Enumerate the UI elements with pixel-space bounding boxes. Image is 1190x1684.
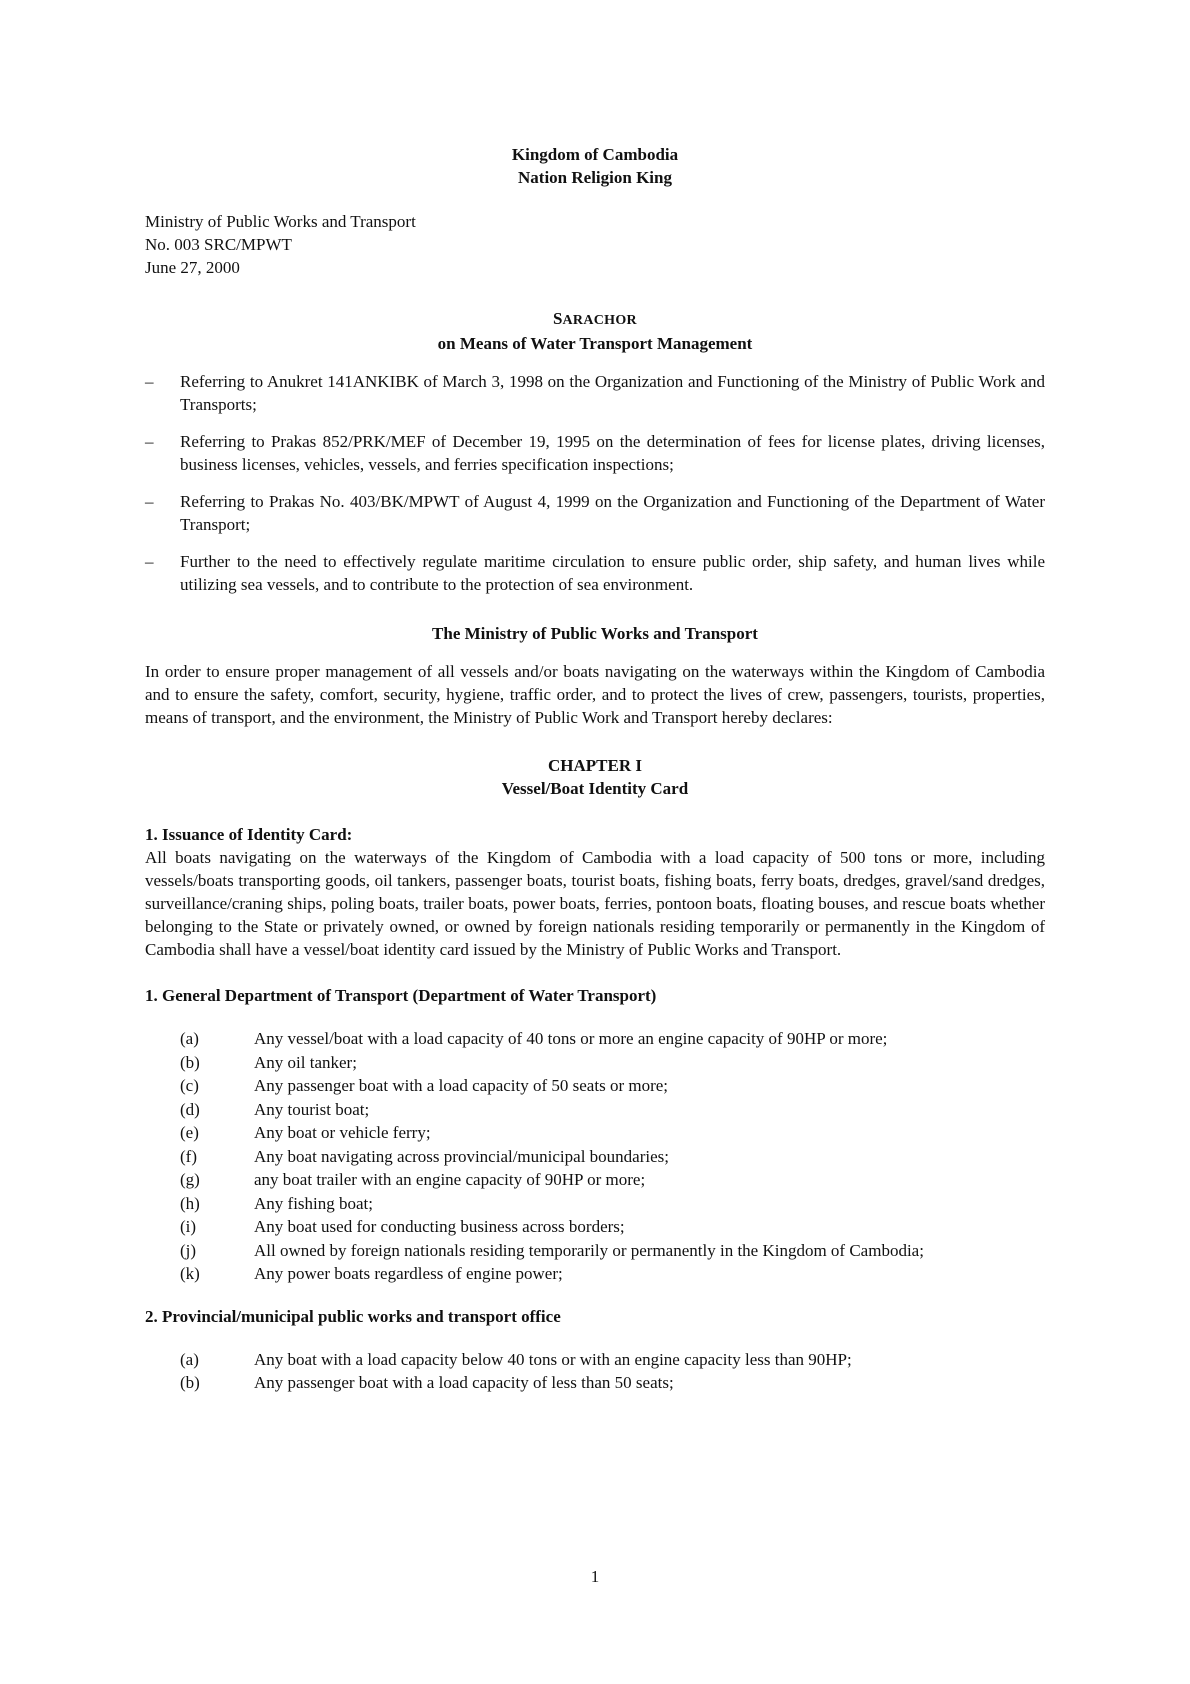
- item-text: Any tourist boat;: [254, 1099, 370, 1119]
- chapter-title: Vessel/Boat Identity Card: [501, 779, 689, 798]
- reference-item: [145, 430, 1045, 476]
- reference-item: [145, 490, 1045, 536]
- item-label: (b): [180, 1052, 200, 1072]
- list-item: [145, 1239, 1045, 1263]
- dash-bullet: –: [145, 432, 154, 451]
- section-title: 1. Issuance of Identity Card:: [145, 825, 353, 844]
- item-label: (c): [180, 1076, 199, 1095]
- item-text: any boat trailer with an engine capacity of 90HP or more;: [254, 1170, 646, 1189]
- references-list: [145, 370, 1045, 596]
- item-label: (i): [180, 1217, 197, 1236]
- item-text: Any vessel/boat with a load capacity of 40 tons or more an engine capacity of 90HP or more;: [254, 1029, 888, 1048]
- general-dept-list: [145, 1027, 1045, 1286]
- item-text: Any boat or vehicle ferry;: [254, 1123, 431, 1142]
- item-text: Any oil tanker;: [254, 1052, 357, 1072]
- item-label: (a): [180, 1349, 199, 1369]
- provincial-office-heading: 2. Provincial/municipal public works and transport office: [145, 1306, 561, 1326]
- list-item: [145, 1121, 1045, 1145]
- dash-bullet: –: [145, 492, 154, 511]
- ministry-name: Ministry of Public Works and Transport: [145, 212, 416, 231]
- list-item: [145, 1074, 1045, 1098]
- reference-text: Referring to Prakas 852/PRK/MEF of December 19, 1995 on the determination of fees for license plates, driving licenses, business licenses, vehicles, vessels, and ferries specification inspections;: [180, 432, 1045, 474]
- item-label: (k): [180, 1264, 200, 1283]
- item-text: Any boat navigating across provincial/municipal boundaries;: [254, 1146, 669, 1166]
- item-text: Any power boats regardless of engine power;: [254, 1264, 563, 1283]
- list-item: [145, 1348, 1045, 1372]
- dash-bullet: –: [145, 552, 154, 571]
- chapter-heading: [145, 754, 1045, 800]
- item-label: (h): [180, 1193, 200, 1213]
- item-label: (f): [180, 1146, 197, 1166]
- item-label: (a): [180, 1029, 199, 1048]
- motto-line: Nation Religion King: [518, 168, 672, 187]
- reference-text: Referring to Anukret 141ANKIBK of March 3, 1998 on the Organization and Functioning of the Ministry of Public Work and Transports;: [180, 372, 1045, 414]
- reference-text: Referring to Prakas No. 403/BK/MPWT of August 4, 1999 on the Organization and Functioning of the Department of Water Transport;: [180, 492, 1045, 534]
- list-item: [145, 1371, 1045, 1395]
- preamble-paragraph: In order to ensure proper management of all vessels and/or boats navigating on the waterways within the Kingdom of Cambodia and to ensure the safety, comfort, security, hygiene, traffic order, and to protect the lives of crew, passengers, tourists, properties, means of transport, and the environment, the Ministry of Public Work and Transport hereby declares:: [145, 662, 1045, 727]
- item-label: (g): [180, 1170, 200, 1189]
- item-text: Any boat with a load capacity below 40 tons or with an engine capacity less than 90HP;: [254, 1349, 852, 1369]
- dash-bullet: –: [145, 372, 154, 391]
- reference-item: [145, 550, 1045, 596]
- general-dept-heading: 1. General Department of Transport (Department of Water Transport): [145, 986, 657, 1005]
- section-body: All boats navigating on the waterways of the Kingdom of Cambodia with a load capacity of 500 tons or more, including vessels/boats transporting goods, oil tankers, passenger boats, tourist boats, fishing boats, ferry boats, dredges, gravel/sand dredges, surveillance/craning ships, poling boats, trailer boats, power boats, ferries, pontoon boats, floating bouses, and rescue boats whether belonging to the State or privately owned, or owned by foreign nationals residing temporarily or permanently in the Kingdom of Cambodia shall have a vessel/boat identity card issued by the Ministry of Public Works and Transport.: [145, 848, 1045, 959]
- reference-item: [145, 370, 1045, 416]
- provincial-office-list: [145, 1348, 1045, 1395]
- issuing-office: [145, 210, 1045, 279]
- list-item: [145, 1145, 1045, 1169]
- document-date: June 27, 2000: [145, 258, 240, 277]
- document-title: [145, 307, 1045, 355]
- list-item: [145, 1192, 1045, 1216]
- document-type: SARACHOR: [553, 309, 637, 328]
- item-text: All owned by foreign nationals residing temporarily or permanently in the Kingdom of Cambodia;: [254, 1240, 924, 1260]
- item-label: (b): [180, 1373, 200, 1392]
- item-text: Any boat used for conducting business across borders;: [254, 1217, 625, 1236]
- item-text: Any passenger boat with a load capacity of less than 50 seats;: [254, 1373, 674, 1392]
- reference-text: Further to the need to effectively regulate maritime circulation to ensure public order, ship safety, and human lives while utilizing sea vessels, and to contribute to the protection of sea environment.: [180, 552, 1045, 594]
- list-item: [145, 1262, 1045, 1286]
- list-item: [145, 1051, 1045, 1075]
- item-label: (j): [180, 1240, 197, 1260]
- document-subject: on Means of Water Transport Management: [437, 334, 753, 353]
- list-item: [145, 1098, 1045, 1122]
- list-item: [145, 1215, 1045, 1239]
- document-page: [145, 143, 1045, 1395]
- page-number: 1: [590, 1567, 600, 1586]
- chapter-number: CHAPTER I: [548, 756, 642, 775]
- list-item: [145, 1168, 1045, 1192]
- document-number: No. 003 SRC/MPWT: [145, 235, 292, 254]
- document-header: [145, 143, 1045, 189]
- ministry-heading: The Ministry of Public Works and Transport: [432, 624, 758, 643]
- item-label: (e): [180, 1123, 199, 1142]
- item-text: Any passenger boat with a load capacity of 50 seats or more;: [254, 1076, 669, 1095]
- list-item: [145, 1027, 1045, 1051]
- kingdom-line: Kingdom of Cambodia: [511, 145, 679, 164]
- item-label: (d): [180, 1099, 200, 1119]
- item-text: Any fishing boat;: [254, 1193, 373, 1213]
